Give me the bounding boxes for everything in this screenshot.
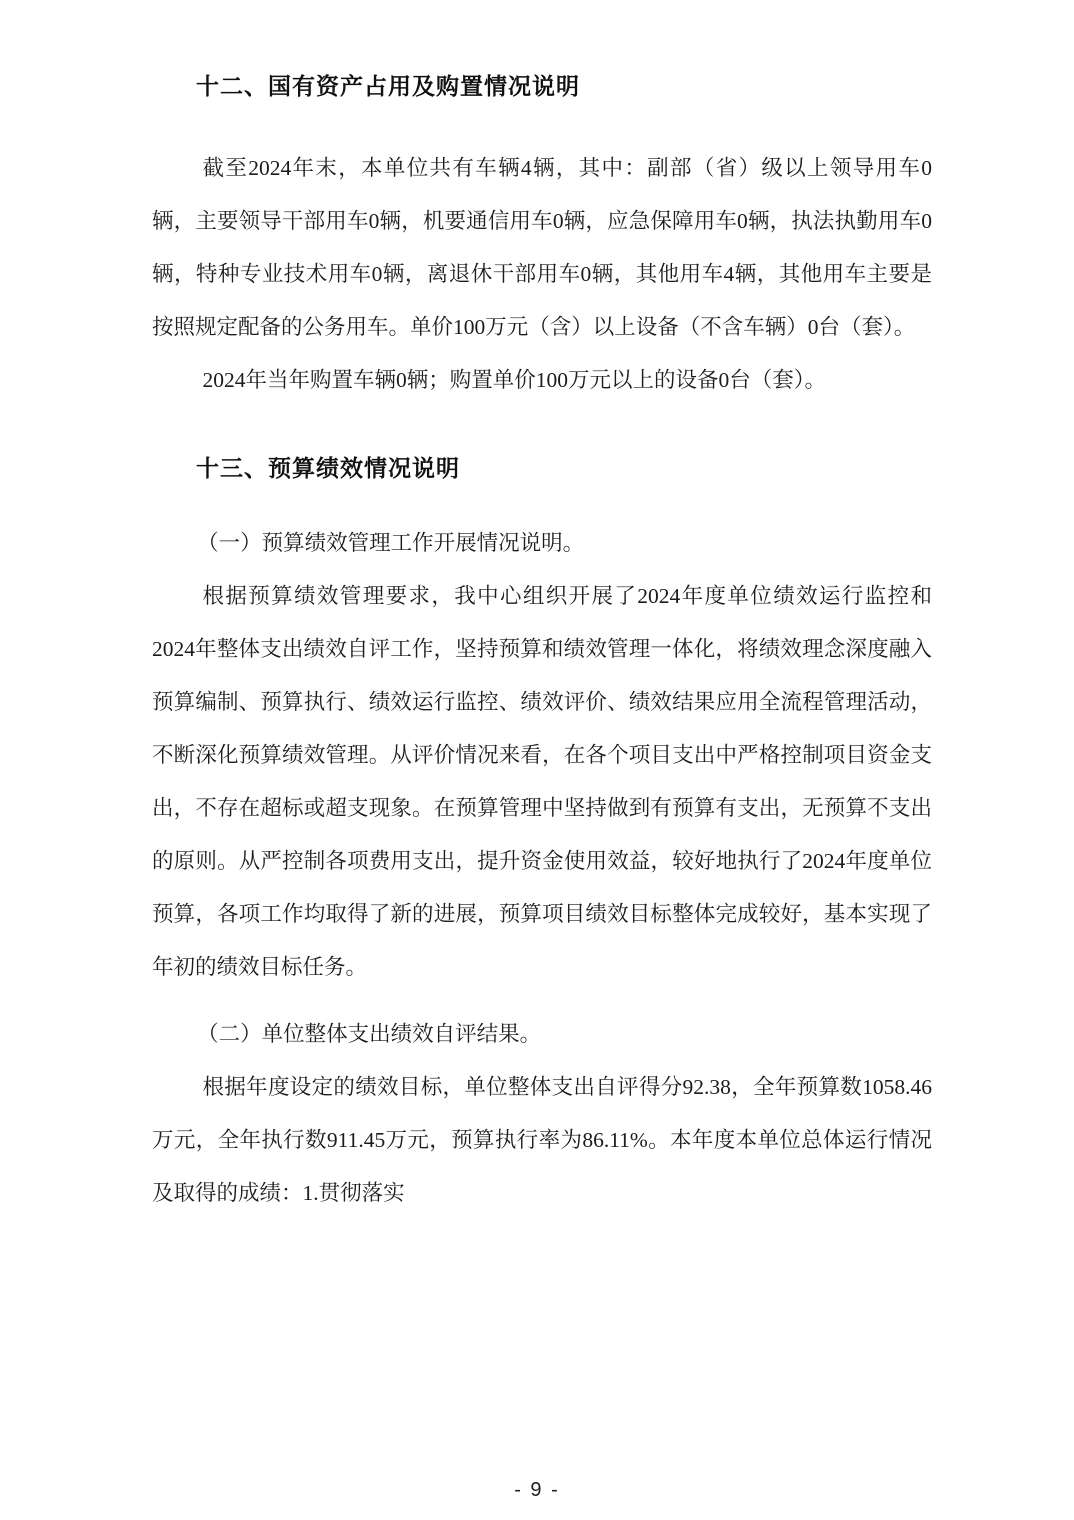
paragraph-purchases-summary: 2024年当年购置车辆0辆；购置单价100万元以上的设备0台（套）。 bbox=[202, 368, 827, 392]
subsection-heading-performance-management: （一）预算绩效管理工作开展情况说明。 bbox=[197, 531, 585, 555]
paragraph-vehicles-summary: 截至2024年末，本单位共有车辆4辆，其中：副部（省）级以上领导用车0辆，主要领导干部用车0辆，机要通信用车0辆，应急保障用车0辆，执法执勤用车0辆，特种专业技术用车0辆，离退休干部用车0辆，其他用车4辆，其他用车主要是按照规定配备的公务用车。单价100万元（含）以上设备（不含车辆）0台（套）。 bbox=[152, 156, 932, 339]
paragraph-self-evaluation-detail: 根据年度设定的绩效目标，单位整体支出自评得分92.38，全年预算数1058.46万元，全年执行数911.45万元，预算执行率为86.11%。本年度本单位总体运行情况及取得的成绩：1.贯彻落实 bbox=[152, 1075, 932, 1205]
section-heading-budget-performance: 十三、预算绩效情况说明 bbox=[196, 455, 460, 481]
subsection-heading-self-evaluation-result: （二）单位整体支出绩效自评结果。 bbox=[197, 1022, 542, 1046]
section-heading-state-assets: 十二、国有资产占用及购置情况说明 bbox=[196, 73, 580, 99]
paragraph-performance-management-detail: 根据预算绩效管理要求，我中心组织开展了2024年度单位绩效运行监控和2024年整体支出绩效自评工作，坚持预算和绩效管理一体化，将绩效理念深度融入预算编制、预算执行、绩效运行监控、绩效评价、绩效结果应用全流程管理活动，不断深化预算绩效管理。从评价情况来看，在各个项目支出中严格控制项目资金支出，不存在超标或超支现象。在预算管理中坚持做到有预算有支出，无预算不支出的原则。从严控制各项费用支出，提升资金使用效益，较好地执行了2024年度单位预算，各项工作均取得了新的进展，预算项目绩效目标整体完成较好，基本实现了年初的绩效目标任务。 bbox=[152, 584, 932, 979]
page-number: - 9 - bbox=[514, 1479, 560, 1501]
